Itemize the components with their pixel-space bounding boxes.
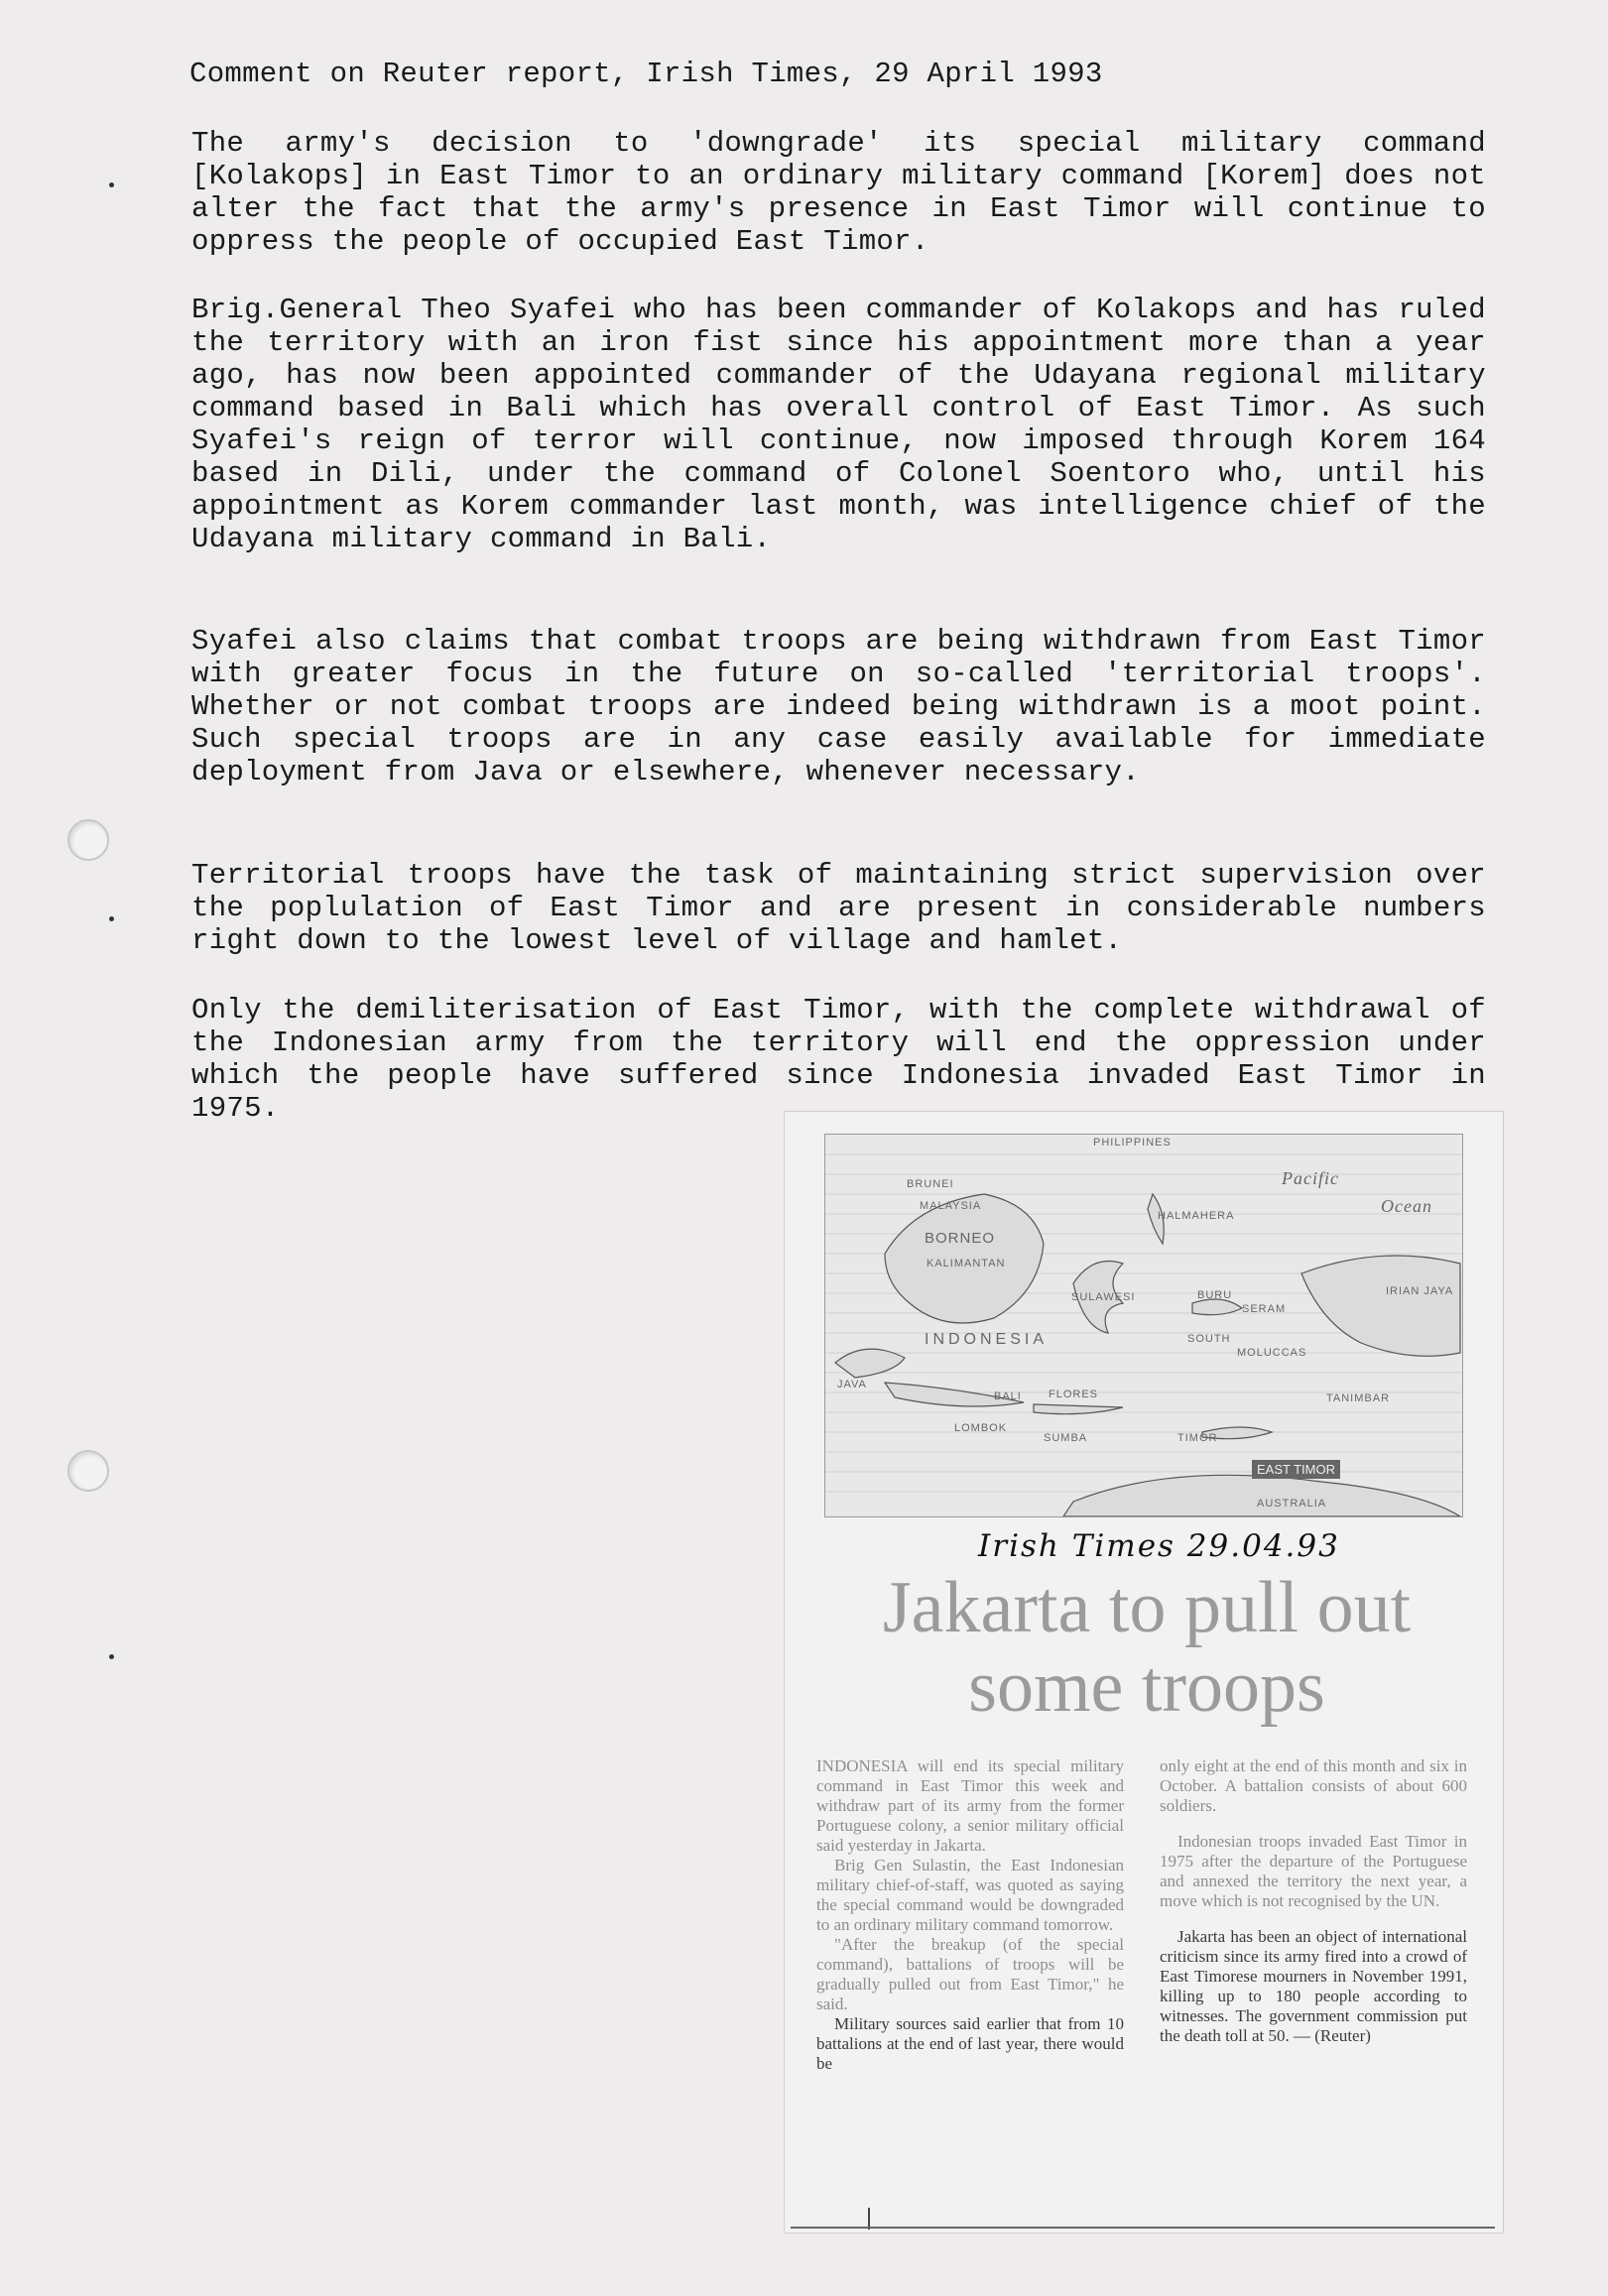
map-label: MOLUCCAS xyxy=(1237,1347,1307,1359)
newspaper-clipping xyxy=(784,1111,1504,2234)
map-label: HALMAHERA xyxy=(1158,1210,1235,1222)
map-label: BALI xyxy=(994,1390,1022,1402)
clipping-headline: Jakarta to pull out some troops xyxy=(882,1567,1412,1728)
article-column-2 xyxy=(1160,1756,1467,2046)
article-paragraph: "After the breakup (of the special command), battalions of troops will be gradually pulled out from East Timor," he said. xyxy=(816,1935,1124,2013)
east-timor-highlight: EAST TIMOR xyxy=(1252,1460,1340,1479)
document-heading: Comment on Reuter report, Irish Times, 29 April 1993 xyxy=(189,58,1103,90)
article-paragraph: Jakarta has been an object of international criticism since its army fired into a crowd of East Timorese mourners in November 1991, killing up to 180 people according to witnesses. The government commission put the death toll at 50. — (Reuter) xyxy=(1160,1927,1467,2045)
article-paragraph: INDONESIA will end its special military command in East Timor this week and withdraw part of its army from the former Portuguese colony, a senior military official said yesterday in Jakarta. xyxy=(816,1756,1124,1855)
map-label: TIMOR xyxy=(1177,1432,1218,1444)
clipping-bottom-rule xyxy=(791,2227,1495,2229)
paragraph-1: The army's decision to 'downgrade' its special military command [Kolakops] in East Timor to an ordinary military command [Korem] does not alter the fact that the army's presence in East Timor will continue to oppress the people of occupied East Timor. xyxy=(191,127,1486,258)
map-label: SERAM xyxy=(1242,1303,1287,1315)
punch-hole-top xyxy=(67,819,109,861)
map-label: TANIMBAR xyxy=(1326,1392,1391,1404)
map-label: PHILIPPINES xyxy=(1093,1137,1172,1148)
map-drawing xyxy=(825,1135,1462,1516)
paragraph-2: Brig.General Theo Syafei who has been commander of Kolakops and has ruled the territory with an iron fist since his appointment more than a year ago, has now been appointed commander of the Udayana regional military command based in Bali which has overall control of East Timor. As such Syafei's reign of terror will continue, now imposed through Korem 164 based in Dili, under the command of Colonel Soentoro who, until his appointment as Korem commander last month, was intelligence chief of the Udayana military command in Bali. xyxy=(191,294,1486,555)
article-paragraph: Indonesian troops invaded East Timor in 1975 after the departure of the Portuguese and annexed the territory the next year, a move which is not recognised by the UN. xyxy=(1160,1832,1467,1910)
map-label: AUSTRALIA xyxy=(1257,1498,1327,1510)
map-label: SUMBA xyxy=(1044,1432,1088,1444)
map-label: BRUNEI xyxy=(907,1178,954,1190)
map-label: SOUTH xyxy=(1187,1333,1231,1345)
map-label: MALAYSIA xyxy=(920,1200,982,1212)
margin-mark xyxy=(109,182,114,187)
map-label: Ocean xyxy=(1381,1196,1432,1216)
handwritten-annotation: Irish Times 29.04.93 xyxy=(978,1528,1340,1564)
article-column-1 xyxy=(816,1756,1124,2074)
map-label: JAVA xyxy=(837,1379,867,1390)
paragraph-4: Territorial troops have the task of maintaining strict supervision over the poplulation of East Timor and are present in considerable numbers right down to the lowest level of village and hamlet. xyxy=(191,859,1486,957)
map-label: BORNEO xyxy=(925,1230,996,1247)
article-paragraph: Brig Gen Sulastin, the East Indonesian military chief-of-staff, was quoted as saying the special command would be downgraded to an ordinary military command tomorrow. xyxy=(816,1856,1124,1934)
punch-hole-bottom xyxy=(67,1450,109,1492)
map-label: SULAWESI xyxy=(1071,1291,1136,1303)
margin-mark xyxy=(109,916,114,921)
map-label: IRIAN JAYA xyxy=(1386,1285,1454,1297)
map-label: KALIMANTAN xyxy=(927,1258,1006,1269)
article-paragraph: only eight at the end of this month and six in October. A battalion consists of about 600 soldiers. xyxy=(1160,1756,1467,1815)
map-label: LOMBOK xyxy=(954,1422,1008,1434)
map-label: BURU xyxy=(1197,1289,1233,1301)
margin-mark xyxy=(109,1654,114,1659)
paragraph-3: Syafei also claims that combat troops are being withdrawn from East Timor with greater focus in the future on so-called 'territorial troops'. Whether or not combat troops are indeed being withdrawn is a moot point. Such special troops are in any case easily available for immediate deployment from Java or elsewhere, whenever necessary. xyxy=(191,625,1486,788)
indonesia-map xyxy=(824,1134,1463,1517)
paragraph-5: Only the demiliterisation of East Timor, with the complete withdrawal of the Indonesian army from the territory will end the oppression under which the people have suffered since Indonesia invaded East Timor in 1975. xyxy=(191,994,1486,1125)
map-label: FLORES xyxy=(1049,1389,1099,1400)
article-paragraph: Military sources said earlier that from 10 battalions at the end of last year, there would be xyxy=(816,2014,1124,2073)
map-label: INDONESIA xyxy=(925,1331,1049,1348)
map-label: Pacific xyxy=(1282,1168,1339,1188)
